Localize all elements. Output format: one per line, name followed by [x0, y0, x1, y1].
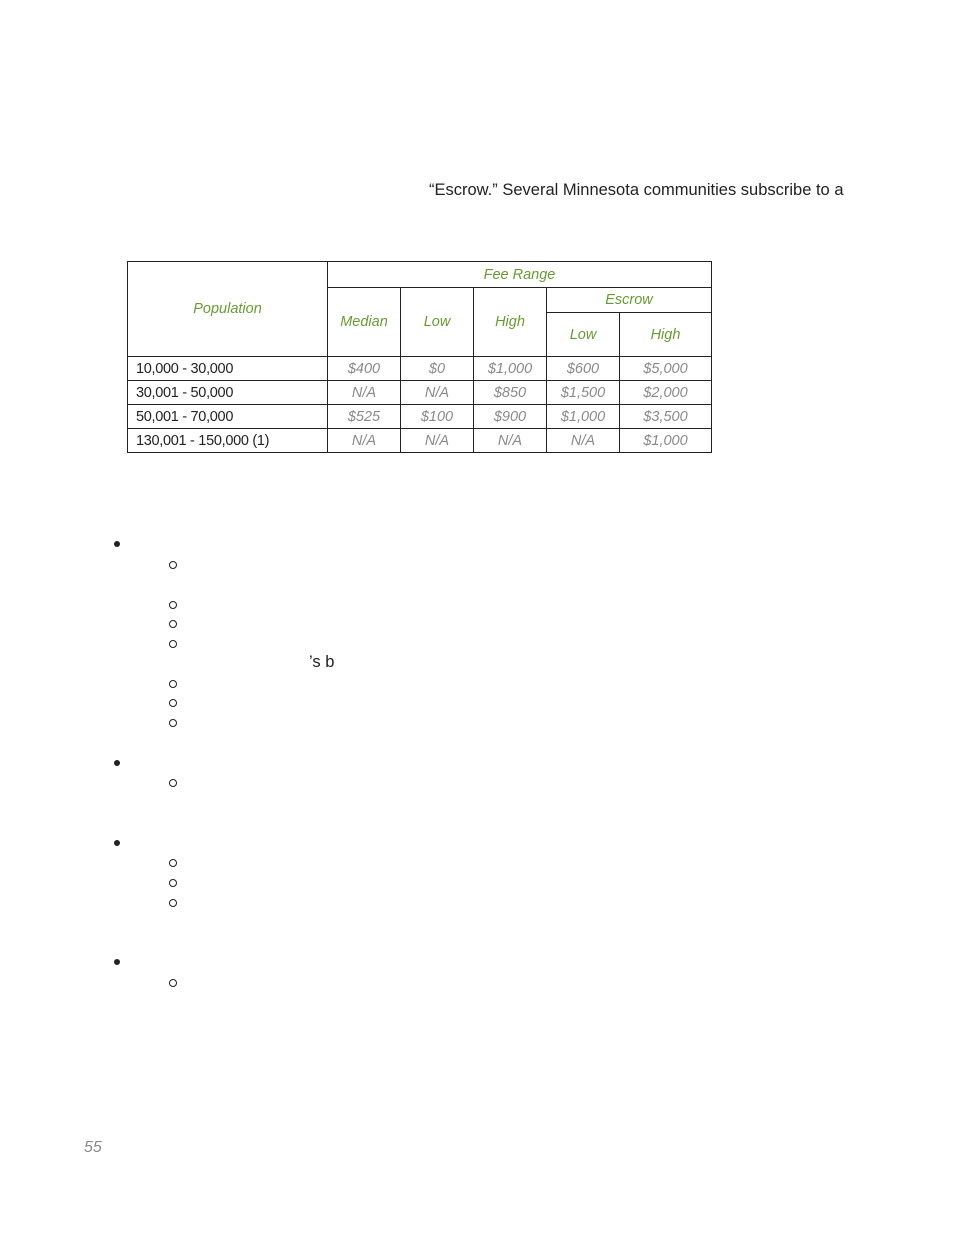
escrow-low-cell: $1,000 — [547, 405, 620, 429]
escrow-header: Escrow — [547, 288, 712, 313]
bullet-marker — [114, 840, 120, 846]
low-cell: N/A — [401, 429, 474, 453]
sub-bullet-marker — [169, 699, 177, 707]
sub-bullet-marker — [169, 601, 177, 609]
sub-bullet-marker — [169, 979, 177, 987]
bullet-marker — [114, 760, 120, 766]
population-cell: 30,001 - 50,000 — [128, 381, 328, 405]
fee-range-header: Fee Range — [328, 262, 712, 288]
intro-text: “Escrow.” Several Minnesota communities subscribe to a — [429, 181, 844, 199]
population-cell: 50,001 - 70,000 — [128, 405, 328, 429]
sub-bullet-marker — [169, 680, 177, 688]
fee-table — [127, 261, 712, 453]
table-row — [128, 429, 712, 453]
low-cell: $0 — [401, 357, 474, 381]
population-cell: 10,000 - 30,000 — [128, 357, 328, 381]
sub-bullet-marker — [169, 620, 177, 628]
bullet-marker — [114, 541, 120, 547]
escrow-low-cell: N/A — [547, 429, 620, 453]
high-cell: $1,000 — [474, 357, 547, 381]
escrow-high-cell: $2,000 — [620, 381, 712, 405]
median-header: Median — [328, 288, 401, 357]
median-cell: N/A — [328, 381, 401, 405]
sub-bullet-marker — [169, 899, 177, 907]
bullet-marker — [114, 959, 120, 965]
table-row — [128, 381, 712, 405]
escrow-high-cell: $5,000 — [620, 357, 712, 381]
median-cell: $400 — [328, 357, 401, 381]
sub-bullet-marker — [169, 879, 177, 887]
sub-bullet-marker — [169, 859, 177, 867]
escrow-low-cell: $600 — [547, 357, 620, 381]
table-row — [128, 357, 712, 381]
population-cell: 130,001 - 150,000 (1) — [128, 429, 328, 453]
escrow-low-header: Low — [547, 313, 620, 357]
escrow-high-header: High — [620, 313, 712, 357]
median-cell: $525 — [328, 405, 401, 429]
page-number: 55 — [84, 1139, 102, 1156]
high-header: High — [474, 288, 547, 357]
high-cell: $850 — [474, 381, 547, 405]
population-header: Population — [128, 262, 328, 357]
escrow-high-cell: $3,500 — [620, 405, 712, 429]
high-cell: N/A — [474, 429, 547, 453]
sub-bullet-marker — [169, 719, 177, 727]
escrow-low-cell: $1,500 — [547, 381, 620, 405]
escrow-high-cell: $1,000 — [620, 429, 712, 453]
text-fragment: ’s b — [309, 653, 335, 671]
table-row — [128, 405, 712, 429]
sub-bullet-marker — [169, 779, 177, 787]
sub-bullet-marker — [169, 561, 177, 569]
high-cell: $900 — [474, 405, 547, 429]
low-cell: $100 — [401, 405, 474, 429]
sub-bullet-marker — [169, 640, 177, 648]
low-header: Low — [401, 288, 474, 357]
median-cell: N/A — [328, 429, 401, 453]
low-cell: N/A — [401, 381, 474, 405]
